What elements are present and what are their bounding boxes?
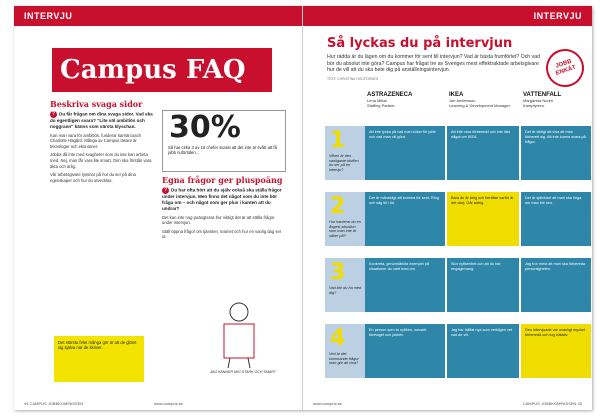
row-number-box: 4 Ved är det kommande frågor man gör att visa? — [325, 324, 365, 378]
left-page — [14, 6, 303, 410]
magazine-spread — [14, 6, 592, 410]
row-question: Vad bör du ha med dig? — [329, 286, 362, 295]
interview-title: Så lyckas du på intervjun — [327, 36, 513, 51]
company-header: ASTRAZENECA Lena Mittal Staffing Partner. — [367, 92, 413, 108]
answer-cell: Jag har träffat nya som verkligen vet vad de vill. — [447, 324, 519, 378]
survey-row — [325, 192, 591, 246]
question-1: ? Du får frågan om dina svaga sidor. Vad ska du egentligen svara? "Lite väl ambitiös och noggrann" känns som värsta klyschan. — [50, 110, 153, 129]
body-paragraph: Vår arbetsgivare lyssnar på hur du ser på dina egenskaper och hur du utvecklas. — [50, 172, 136, 183]
body-paragraph: Det kan inte nog poängteras hur viktigt det är att ställa frågor under intervjun. — [162, 214, 275, 226]
question-icon: ? — [51, 110, 56, 117]
campus-faq-title: Campus FAQ — [52, 48, 272, 92]
answer-cell: Det är självklart att man ska ringa om man blir sen. — [521, 192, 591, 246]
company-header: VATTENFALL Margareta Norén Kampfyrera. — [523, 92, 562, 108]
interview-intro: Hur rädda är du lägen om du kommer för sent till intervjun? Vad är bästa frumförlet? Och vad bör du absolut inte göra? Campus har frågat tre av Sveriges mest effektraktade arbetsgivare hur de vill att du ska bete dig på anställningsintervjun. TEXT: CHRISTINA HÖGFORSEN — [327, 54, 545, 82]
row-question: Vilken är den vanligaste bluffen du ser på en intervju? — [329, 154, 359, 172]
left-url: www.campus.se — [154, 401, 183, 406]
body-paragraph: Kan man vara för ambitiös, funderar karriärcoach Charlotte Hägård. Många av Campus läsare är teknologer och ekonomer. — [50, 132, 142, 149]
left-column-1 — [50, 99, 154, 186]
survey-row — [325, 324, 591, 378]
body-paragraph: Ställ öppna frågor om tjänsten, teamet och hur en vanlig dag ser ut. — [162, 228, 282, 240]
stat-box — [162, 110, 286, 172]
answer-cell-highlight: Den intervjuade var ovanligt mycket förberedd och tog initiativ. — [521, 324, 591, 378]
jobb-enkat-stamp: JOBB ENKÄT — [541, 44, 589, 92]
body-paragraph: Jobba då inte med svagheter som du inte kan arbeta med. Nej, man får vara lite smart. Den ska förstås vara äkta och ärlig. — [50, 152, 152, 169]
stat-number: 30% — [169, 110, 241, 145]
right-url: www.campus.se — [313, 401, 342, 406]
right-page — [303, 6, 592, 410]
sketch-caption: JAG KÄNNER MIG STARK OCH SMART — [210, 370, 276, 374]
answer-cell: Konkreta, genomtänkta exempel på situationer du varit med om. — [365, 258, 445, 312]
subhead-weaknesses: Beskriva svaga sidor — [50, 99, 143, 109]
row-number-box: 3 Vad bör du ha med dig? — [325, 258, 365, 312]
answer-cell: Jag tror mest att man ska förbereda personligheten. — [521, 258, 591, 312]
answer-cell: Att inte tycka på vad man söker för jobb och vad man vill göra. — [365, 126, 445, 180]
answer-cell: Det är viktigt att visa att man förberett sig. Att inte kunna svara på frågor. — [521, 126, 591, 180]
question-icon: ? — [163, 186, 168, 193]
row-number-box: 1 Vilken är den vanligaste bluffen du ser på en intervju? — [325, 126, 365, 180]
answer-cell: En person som är nyfiken, oavsett företaget och jobbet. — [365, 324, 445, 378]
yellow-note: Det största felet många gör är att de glömt sig själva när de skriver. — [54, 336, 144, 382]
subhead-questions: Egna frågor ger pluspoäng — [162, 175, 283, 185]
row-number-box: 2 Hur hanterar du en ångest situation som man inte är säker på? — [325, 192, 365, 246]
company-header: IKEA Jan Andersson Learning & Development Manager. — [449, 92, 511, 108]
survey-row — [325, 126, 591, 180]
answer-cell: Att inte vara förberedd och inte läst något om IKEA. — [447, 126, 519, 180]
answer-cell: Stor nyfikenhet och att du har engagemang. — [447, 258, 519, 312]
answer-cell-highlight: Bara du är ärlig och berättar varför är det okej. Går aldrig. — [447, 192, 519, 246]
stat-text: Så har cirka 3 av 10 chefer svarat att det inte är svårt att få jobb nuförtiden... — [168, 145, 277, 156]
row-question: Hur hanterar du en ångest situation som man inte är säker på? — [329, 220, 361, 238]
left-footer: 44 CAMPUS JOBBKOMPASSEN — [24, 401, 84, 406]
right-footer: CAMPUS JOBBKOMPASSEN 45 — [522, 401, 582, 406]
sketch-illustration — [210, 298, 268, 370]
answer-cell: Det är mänskligt att komma för sent. Ring och säg till i tid. — [365, 192, 445, 246]
survey-row — [325, 258, 591, 312]
left-section-band: INTERVJU — [14, 6, 302, 26]
left-column-2 — [162, 175, 286, 243]
byline: TEXT: CHRISTINA HÖGFORSEN — [327, 76, 379, 81]
row-question: Ved är det kommande frågor man gör att visa? — [329, 352, 359, 366]
right-section-band: INTERVJU — [303, 6, 592, 26]
question-2: ? Du har ofta hört att du själv också ska ställa frågor under intervjun. Men finns det något som du inte bör fråga om – och något som ger plus i kanten att du undrar? — [162, 186, 282, 211]
